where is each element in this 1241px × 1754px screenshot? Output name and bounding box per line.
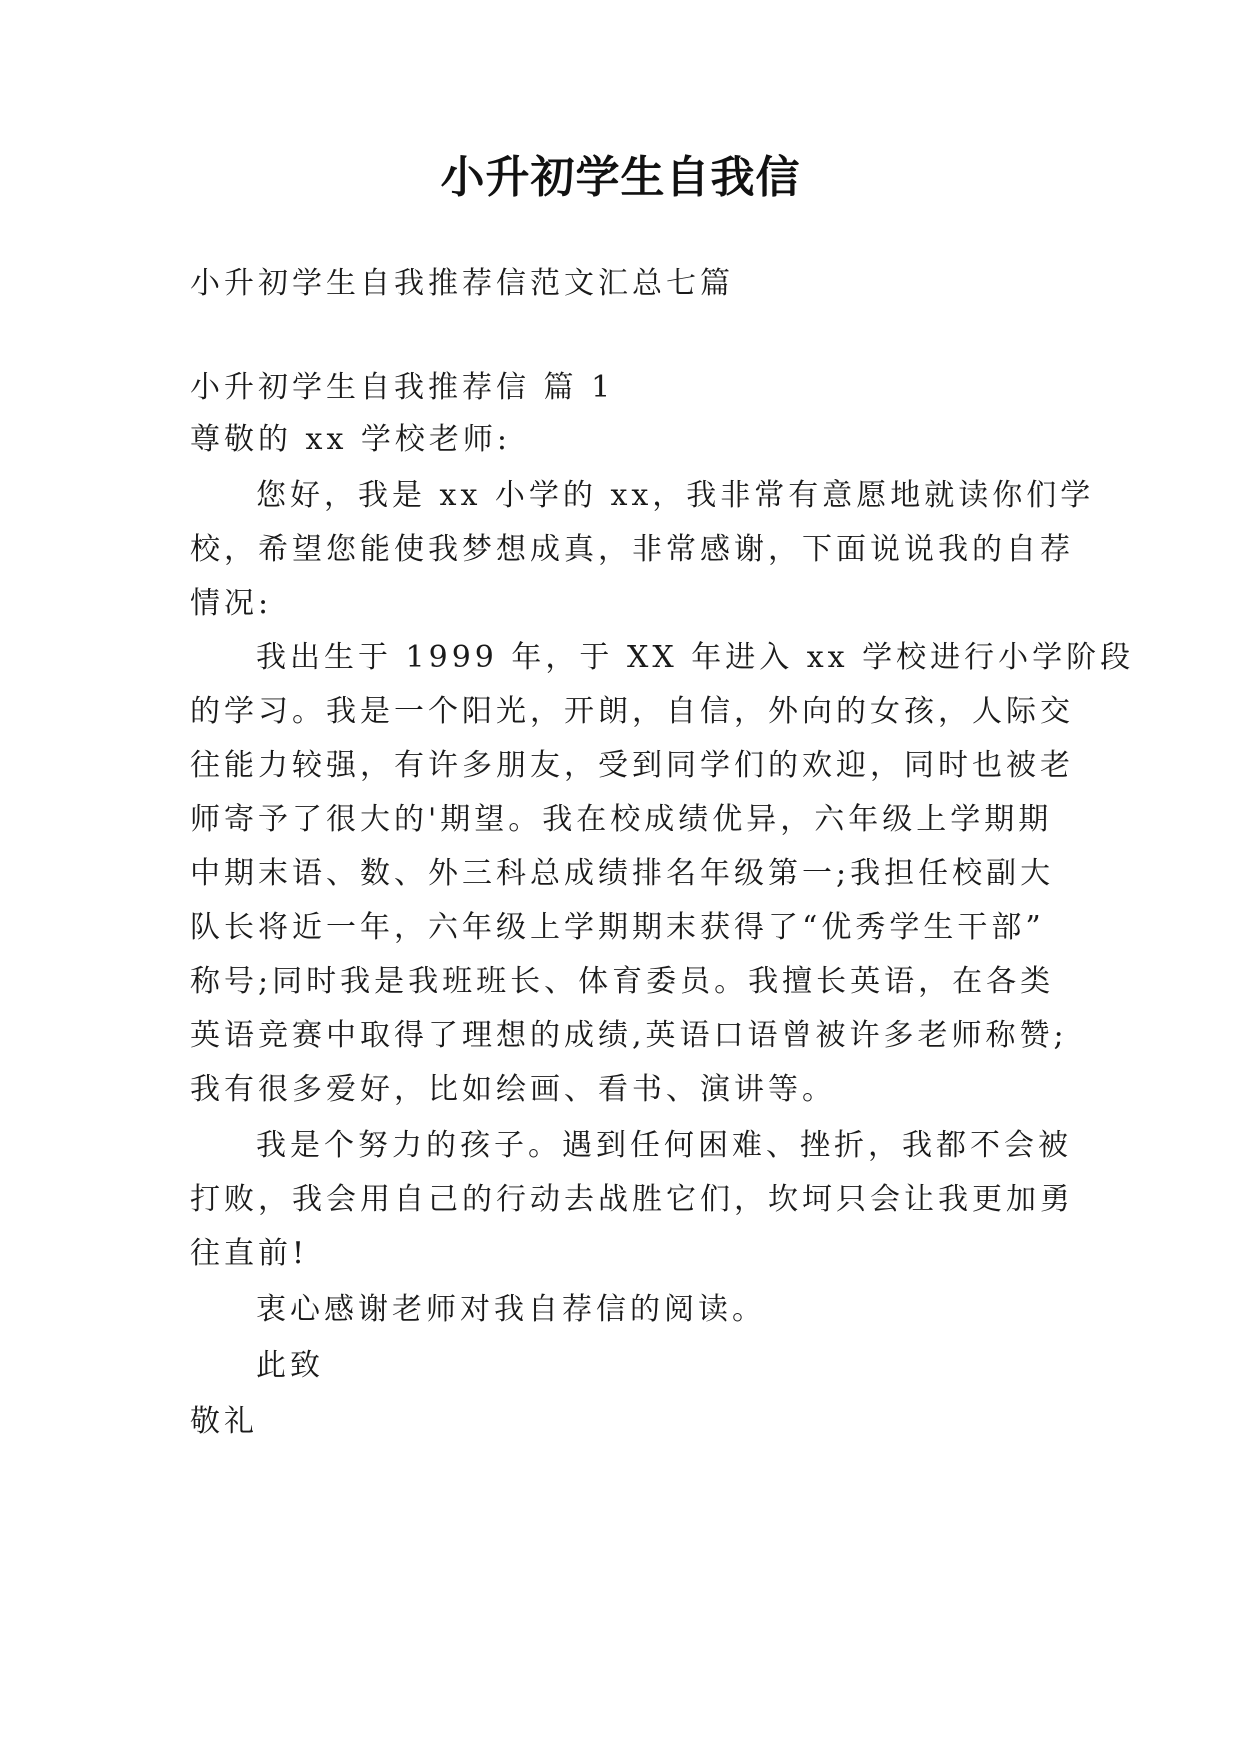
thanks-line: 衷心感谢老师对我自荐信的阅读。 (256, 1292, 766, 1327)
body-line: 称号;同时我是我班班长、体育委员。我擅长英语，在各类 (190, 964, 1055, 999)
body-line: 打败，我会用自己的行动去战胜它们，坎坷只会让我更加勇 (190, 1182, 1074, 1217)
body-line: 我出生于 1999 年，于 XX 年进入 xx 学校进行小学阶段 (256, 640, 1135, 675)
salutation: 尊敬的 xx 学校老师: (190, 422, 512, 457)
body-line: 情况: (190, 586, 273, 621)
body-line: 我有很多爱好，比如绘画、看书、演讲等。 (190, 1072, 836, 1107)
closing-line: 此致 (256, 1348, 324, 1383)
document-title: 小升初学生自我信 (440, 152, 801, 203)
document-subtitle: 小升初学生自我推荐信范文汇总七篇 (190, 266, 734, 301)
body-line: 师寄予了很大的'期望。我在校成绩优异，六年级上学期期 (190, 802, 1053, 837)
body-line: 队长将近一年，六年级上学期期末获得了“优秀学生干部” (190, 910, 1045, 945)
body-line: 的学习。我是一个阳光，开朗，自信，外向的女孩，人际交 (190, 694, 1074, 729)
body-line: 往能力较强，有许多朋友，受到同学们的欢迎，同时也被老 (190, 748, 1074, 783)
body-line: 校，希望您能使我梦想成真，非常感谢，下面说说我的自荐 (190, 532, 1074, 567)
body-line: 中期末语、数、外三科总成绩排名年级第一;我担任校副大 (190, 856, 1055, 891)
body-line: 往直前! (190, 1236, 309, 1271)
body-line: 我是个努力的孩子。遇到任何困难、挫折，我都不会被 (256, 1128, 1072, 1163)
body-line: 英语竞赛中取得了理想的成绩,英语口语曾被许多老师称赞; (190, 1018, 1068, 1053)
section-heading: 小升初学生自我推荐信 篇 1 (190, 370, 615, 405)
body-line: 您好，我是 xx 小学的 xx，我非常有意愿地就读你们学 (256, 478, 1095, 513)
regards-line: 敬礼 (190, 1404, 258, 1439)
